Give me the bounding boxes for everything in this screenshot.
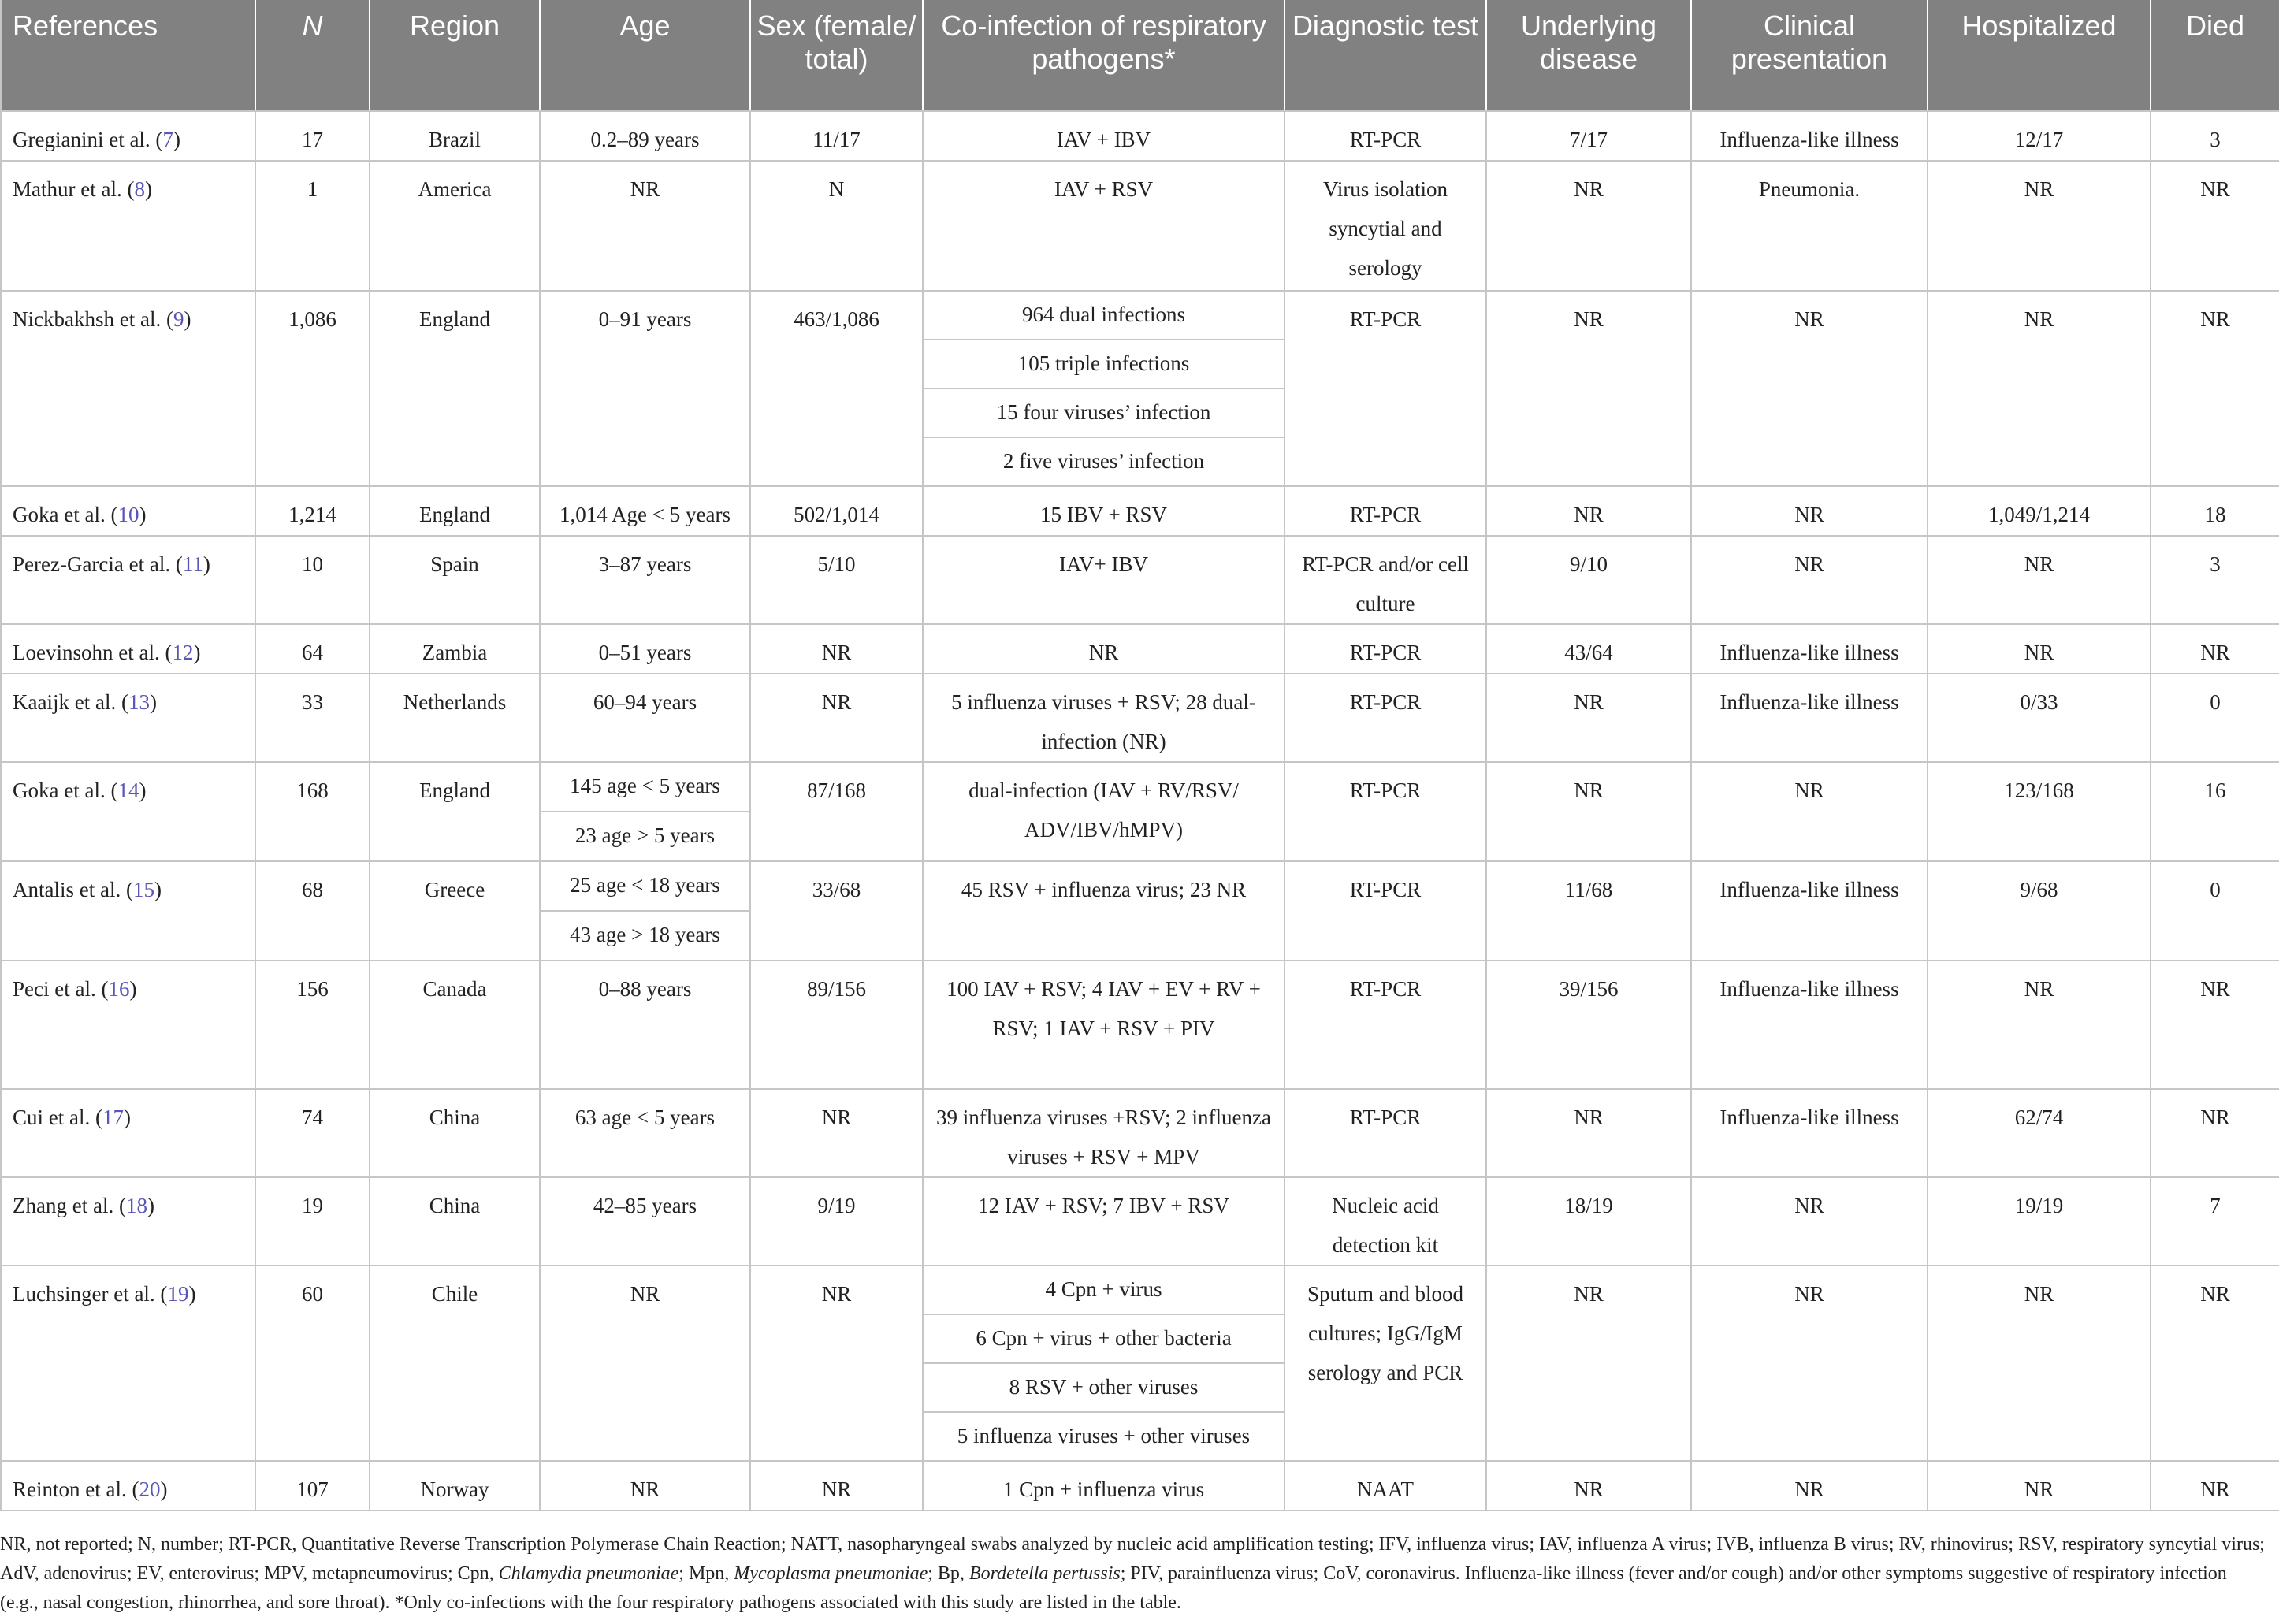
- clin-cell: Influenza-like illness: [1691, 674, 1928, 762]
- region-cell: Zambia: [370, 624, 540, 674]
- n-cell: 68: [255, 861, 370, 961]
- coinf-cell: 5 influenza viruses + RSV; 28 dual-infection (NR): [923, 674, 1284, 762]
- hosp-cell: 9/68: [1928, 861, 2151, 961]
- footnote-text: ; Mpn,: [678, 1563, 734, 1584]
- test-cell: RT-PCR and/or cell culture: [1284, 536, 1486, 624]
- reference-name: Perez-Garcia et al. (: [13, 552, 183, 576]
- citation-close: ): [129, 977, 137, 1001]
- region-cell: China: [370, 1177, 540, 1265]
- died-cell: NR: [2151, 1461, 2279, 1511]
- reference-name: Goka et al. (: [13, 779, 118, 802]
- citation-close: ): [149, 690, 157, 714]
- reference-name: Gregianini et al. (: [13, 128, 163, 151]
- citation-close: ): [154, 878, 162, 901]
- age-cell: 25 age < 18 years: [540, 861, 750, 911]
- clin-cell: NR: [1691, 291, 1928, 486]
- citation-link[interactable]: 15: [132, 878, 154, 901]
- reference-cell: [1, 861, 255, 961]
- under-cell: NR: [1486, 161, 1691, 291]
- died-cell: 16: [2151, 762, 2279, 861]
- region-cell: America: [370, 161, 540, 291]
- sex-cell: NR: [750, 1265, 923, 1461]
- died-cell: 0: [2151, 674, 2279, 762]
- under-cell: NR: [1486, 674, 1691, 762]
- coinf-cell: 5 influenza viruses + other viruses: [923, 1412, 1284, 1461]
- coinf-cell: 6 Cpn + virus + other bacteria: [923, 1314, 1284, 1363]
- under-cell: NR: [1486, 486, 1691, 536]
- table-row: [1, 291, 2279, 340]
- table-row: [1, 1177, 2279, 1265]
- citation-close: ): [144, 177, 152, 201]
- test-cell: RT-PCR: [1284, 486, 1486, 536]
- citation-close: ): [184, 307, 191, 331]
- sex-cell: 89/156: [750, 961, 923, 1089]
- reference-cell: [1, 1265, 255, 1461]
- table-row: [1, 486, 2279, 536]
- hosp-cell: NR: [1928, 1265, 2151, 1461]
- header-hospitalized: Hospitalized: [1928, 0, 2151, 111]
- citation-link[interactable]: 13: [128, 690, 150, 714]
- region-cell: England: [370, 291, 540, 486]
- sex-cell: NR: [750, 624, 923, 674]
- table-row: [1, 762, 2279, 812]
- citation-link[interactable]: 12: [172, 641, 194, 664]
- citation-link[interactable]: 9: [173, 307, 184, 331]
- test-cell: RT-PCR: [1284, 624, 1486, 674]
- clin-cell: Influenza-like illness: [1691, 961, 1928, 1089]
- reference-cell: [1, 111, 255, 161]
- citation-link[interactable]: 14: [117, 779, 139, 802]
- age-cell: NR: [540, 1461, 750, 1511]
- coinf-cell: 39 influenza viruses +RSV; 2 influenza viruses + RSV + MPV: [923, 1089, 1284, 1177]
- header-died: Died: [2151, 0, 2279, 111]
- clin-cell: Pneumonia.: [1691, 161, 1928, 291]
- citation-link[interactable]: 11: [182, 552, 203, 576]
- citation-link[interactable]: 20: [139, 1477, 161, 1501]
- footnote-text: ; Bp,: [928, 1563, 969, 1584]
- test-cell: RT-PCR: [1284, 291, 1486, 486]
- reference-name: Reinton et al. (: [13, 1477, 139, 1501]
- footnote-text: ; PIV, parainfluenza virus; CoV, coronavirus. Influenza-like illness (fever and/or cough) and/or other symptoms suggestive of respiratory infection (e.g., nasal congestion, rhinorrhea, and sore throat). *Only co-infections with the four respiratory pathogens associated with this study are listed in the table.: [0, 1563, 2227, 1613]
- region-cell: China: [370, 1089, 540, 1177]
- table-row: [1, 861, 2279, 911]
- table-row: [1, 1265, 2279, 1314]
- reference-name: Peci et al. (: [13, 977, 109, 1001]
- coinf-cell: 4 Cpn + virus: [923, 1265, 1284, 1314]
- region-cell: Canada: [370, 961, 540, 1089]
- under-cell: 7/17: [1486, 111, 1691, 161]
- reference-cell: [1, 1089, 255, 1177]
- coinf-cell: 2 five viruses’ infection: [923, 437, 1284, 486]
- reference-cell: [1, 536, 255, 624]
- under-cell: NR: [1486, 1089, 1691, 1177]
- reference-name: Kaaijk et al. (: [13, 690, 128, 714]
- hosp-cell: NR: [1928, 624, 2151, 674]
- hosp-cell: NR: [1928, 161, 2151, 291]
- died-cell: 7: [2151, 1177, 2279, 1265]
- age-cell: 60–94 years: [540, 674, 750, 762]
- clin-cell: Influenza-like illness: [1691, 624, 1928, 674]
- region-cell: Spain: [370, 536, 540, 624]
- under-cell: 43/64: [1486, 624, 1691, 674]
- table-row: [1, 674, 2279, 762]
- coinf-cell: 45 RSV + influenza virus; 23 NR: [923, 861, 1284, 961]
- sex-cell: 5/10: [750, 536, 923, 624]
- test-cell: Nucleic acid detection kit: [1284, 1177, 1486, 1265]
- n-cell: 107: [255, 1461, 370, 1511]
- reference-name: Loevinsohn et al. (: [13, 641, 173, 664]
- test-cell: Sputum and blood cultures; IgG/IgM serology and PCR: [1284, 1265, 1486, 1461]
- age-cell: 43 age > 18 years: [540, 911, 750, 961]
- table-footnote: [0, 1530, 2270, 1618]
- citation-link[interactable]: 10: [117, 503, 139, 526]
- n-cell: 168: [255, 762, 370, 861]
- died-cell: 3: [2151, 536, 2279, 624]
- age-cell: 0.2–89 years: [540, 111, 750, 161]
- test-cell: RT-PCR: [1284, 861, 1486, 961]
- died-cell: NR: [2151, 624, 2279, 674]
- region-cell: Greece: [370, 861, 540, 961]
- coinf-cell: 15 IBV + RSV: [923, 486, 1284, 536]
- header-row: [1, 0, 2279, 111]
- hosp-cell: NR: [1928, 1461, 2151, 1511]
- citation-close: ): [173, 128, 180, 151]
- clin-cell: Influenza-like illness: [1691, 1089, 1928, 1177]
- reference-name: Luchsinger et al. (: [13, 1282, 168, 1306]
- table-body: [1, 111, 2279, 1511]
- under-cell: 9/10: [1486, 536, 1691, 624]
- citation-close: ): [203, 552, 210, 576]
- region-cell: Norway: [370, 1461, 540, 1511]
- age-cell: 42–85 years: [540, 1177, 750, 1265]
- under-cell: 18/19: [1486, 1177, 1691, 1265]
- coinf-cell: 964 dual infections: [923, 291, 1284, 340]
- header-age: Age: [540, 0, 750, 111]
- reference-cell: [1, 161, 255, 291]
- n-cell: 64: [255, 624, 370, 674]
- n-cell: 10: [255, 536, 370, 624]
- test-cell: RT-PCR: [1284, 111, 1486, 161]
- header-n: N: [255, 0, 370, 111]
- footnote-bp: Bordetella pertussis: [968, 1563, 1121, 1584]
- n-cell: 156: [255, 961, 370, 1089]
- clin-cell: Influenza-like illness: [1691, 861, 1928, 961]
- table-row: [1, 1461, 2279, 1511]
- died-cell: 18: [2151, 486, 2279, 536]
- table-row: [1, 1089, 2279, 1177]
- reference-cell: [1, 961, 255, 1089]
- sex-cell: NR: [750, 674, 923, 762]
- test-cell: RT-PCR: [1284, 674, 1486, 762]
- header-clinical-presentation: Clinical presentation: [1691, 0, 1928, 111]
- table-row: [1, 536, 2279, 624]
- table-row: [1, 624, 2279, 674]
- sex-cell: N: [750, 161, 923, 291]
- coinf-cell: 105 triple infections: [923, 340, 1284, 388]
- age-cell: NR: [540, 161, 750, 291]
- reference-cell: [1, 674, 255, 762]
- age-cell: 1,014 Age < 5 years: [540, 486, 750, 536]
- test-cell: Virus isolation syncytial and serology: [1284, 161, 1486, 291]
- reference-name: Zhang et al. (: [13, 1194, 126, 1217]
- citation-link[interactable]: 17: [102, 1106, 124, 1129]
- age-cell: 63 age < 5 years: [540, 1089, 750, 1177]
- region-cell: Chile: [370, 1265, 540, 1461]
- sex-cell: 11/17: [750, 111, 923, 161]
- reference-cell: [1, 762, 255, 861]
- test-cell: RT-PCR: [1284, 1089, 1486, 1177]
- hosp-cell: 12/17: [1928, 111, 2151, 161]
- test-cell: NAAT: [1284, 1461, 1486, 1511]
- citation-close: ): [123, 1106, 131, 1129]
- died-cell: 3: [2151, 111, 2279, 161]
- coinf-cell: IAV + RSV: [923, 161, 1284, 291]
- coinf-cell: 15 four viruses’ infection: [923, 388, 1284, 437]
- header-coinfection: Co-infection of respiratory pathogens*: [923, 0, 1284, 111]
- hosp-cell: 62/74: [1928, 1089, 2151, 1177]
- n-cell: 1,086: [255, 291, 370, 486]
- reference-name: Mathur et al. (: [13, 177, 135, 201]
- died-cell: 0: [2151, 861, 2279, 961]
- test-cell: RT-PCR: [1284, 961, 1486, 1089]
- age-cell: NR: [540, 1265, 750, 1461]
- coinf-cell: NR: [923, 624, 1284, 674]
- hosp-cell: 19/19: [1928, 1177, 2151, 1265]
- n-cell: 33: [255, 674, 370, 762]
- reference-cell: [1, 1461, 255, 1511]
- clin-cell: NR: [1691, 536, 1928, 624]
- citation-close: ): [139, 503, 147, 526]
- age-cell: 145 age < 5 years: [540, 762, 750, 812]
- age-cell: 23 age > 5 years: [540, 812, 750, 861]
- coinf-cell: 8 RSV + other viruses: [923, 1363, 1284, 1412]
- citation-link[interactable]: 7: [162, 128, 173, 151]
- coinf-cell: 12 IAV + RSV; 7 IBV + RSV: [923, 1177, 1284, 1265]
- clin-cell: NR: [1691, 1177, 1928, 1265]
- reference-cell: [1, 291, 255, 486]
- sex-cell: 463/1,086: [750, 291, 923, 486]
- n-cell: 1,214: [255, 486, 370, 536]
- citation-close: ): [160, 1477, 168, 1501]
- table-row: [1, 111, 2279, 161]
- citation-link[interactable]: 8: [134, 177, 145, 201]
- age-cell: 0–91 years: [540, 291, 750, 486]
- footnote-mpn: Mycoplasma pneumoniae: [734, 1563, 928, 1584]
- footnote-text: NR, not reported; N, number; RT-PCR, Quantitative Reverse Transcription Polymerase Chain Reaction; NATT, nasopharyngeal swabs analyzed by nucleic acid amplification testing; IFV, influenza virus; IAV, influenza A virus; IVB, influenza B virus; RV, rhinovirus; RSV, respiratory syncytial virus; AdV, adenovirus; EV, enterovirus; MPV, metapneumovirus; Cpn,: [0, 1534, 2265, 1584]
- reference-cell: [1, 486, 255, 536]
- table-row: [1, 161, 2279, 291]
- sex-cell: NR: [750, 1461, 923, 1511]
- clin-cell: NR: [1691, 1461, 1928, 1511]
- header-diagnostic-test: Diagnostic test: [1284, 0, 1486, 111]
- sex-cell: 33/68: [750, 861, 923, 961]
- died-cell: NR: [2151, 1265, 2279, 1461]
- table-row: [1, 961, 2279, 1089]
- n-cell: 74: [255, 1089, 370, 1177]
- region-cell: Brazil: [370, 111, 540, 161]
- header-region: Region: [370, 0, 540, 111]
- header-underlying-disease: Underlying disease: [1486, 0, 1691, 111]
- reference-cell: [1, 624, 255, 674]
- under-cell: NR: [1486, 291, 1691, 486]
- reference-name: Cui et al. (: [13, 1106, 102, 1129]
- coinf-cell: 100 IAV + RSV; 4 IAV + EV + RV + RSV; 1 IAV + RSV + PIV: [923, 961, 1284, 1089]
- sex-cell: 9/19: [750, 1177, 923, 1265]
- hosp-cell: 0/33: [1928, 674, 2151, 762]
- coinf-cell: dual-infection (IAV + RV/RSV/ ADV/IBV/hMPV): [923, 762, 1284, 861]
- citation-close: ): [188, 1282, 196, 1306]
- under-cell: NR: [1486, 1265, 1691, 1461]
- n-cell: 19: [255, 1177, 370, 1265]
- died-cell: NR: [2151, 161, 2279, 291]
- header-sex: Sex (female/ total): [750, 0, 923, 111]
- reference-name: Nickbakhsh et al. (: [13, 307, 173, 331]
- under-cell: NR: [1486, 1461, 1691, 1511]
- sex-cell: NR: [750, 1089, 923, 1177]
- clin-cell: NR: [1691, 1265, 1928, 1461]
- reference-name: Goka et al. (: [13, 503, 118, 526]
- region-cell: England: [370, 762, 540, 861]
- coinf-cell: IAV + IBV: [923, 111, 1284, 161]
- citation-link[interactable]: 16: [108, 977, 130, 1001]
- clin-cell: Influenza-like illness: [1691, 111, 1928, 161]
- citation-link[interactable]: 18: [125, 1194, 147, 1217]
- hosp-cell: NR: [1928, 961, 2151, 1089]
- clin-cell: NR: [1691, 762, 1928, 861]
- age-cell: 0–51 years: [540, 624, 750, 674]
- died-cell: NR: [2151, 961, 2279, 1089]
- died-cell: NR: [2151, 1089, 2279, 1177]
- coinf-cell: IAV+ IBV: [923, 536, 1284, 624]
- hosp-cell: 123/168: [1928, 762, 2151, 861]
- under-cell: 11/68: [1486, 861, 1691, 961]
- citation-close: ): [147, 1194, 154, 1217]
- hosp-cell: NR: [1928, 291, 2151, 486]
- died-cell: NR: [2151, 291, 2279, 486]
- n-cell: 60: [255, 1265, 370, 1461]
- header-references: References: [1, 0, 255, 111]
- coinf-cell: 1 Cpn + influenza virus: [923, 1461, 1284, 1511]
- under-cell: 39/156: [1486, 961, 1691, 1089]
- hosp-cell: 1,049/1,214: [1928, 486, 2151, 536]
- clin-cell: NR: [1691, 486, 1928, 536]
- sex-cell: 502/1,014: [750, 486, 923, 536]
- age-cell: 3–87 years: [540, 536, 750, 624]
- reference-name: Antalis et al. (: [13, 878, 133, 901]
- citation-close: ): [139, 779, 147, 802]
- age-cell: 0–88 years: [540, 961, 750, 1089]
- region-cell: England: [370, 486, 540, 536]
- n-cell: 17: [255, 111, 370, 161]
- n-cell: 1: [255, 161, 370, 291]
- region-cell: Netherlands: [370, 674, 540, 762]
- sex-cell: 87/168: [750, 762, 923, 861]
- citation-link[interactable]: 19: [167, 1282, 189, 1306]
- test-cell: RT-PCR: [1284, 762, 1486, 861]
- footnote-cpn: Chlamydia pneumoniae: [498, 1563, 679, 1584]
- under-cell: NR: [1486, 762, 1691, 861]
- reference-cell: [1, 1177, 255, 1265]
- citation-close: ): [193, 641, 201, 664]
- hosp-cell: NR: [1928, 536, 2151, 624]
